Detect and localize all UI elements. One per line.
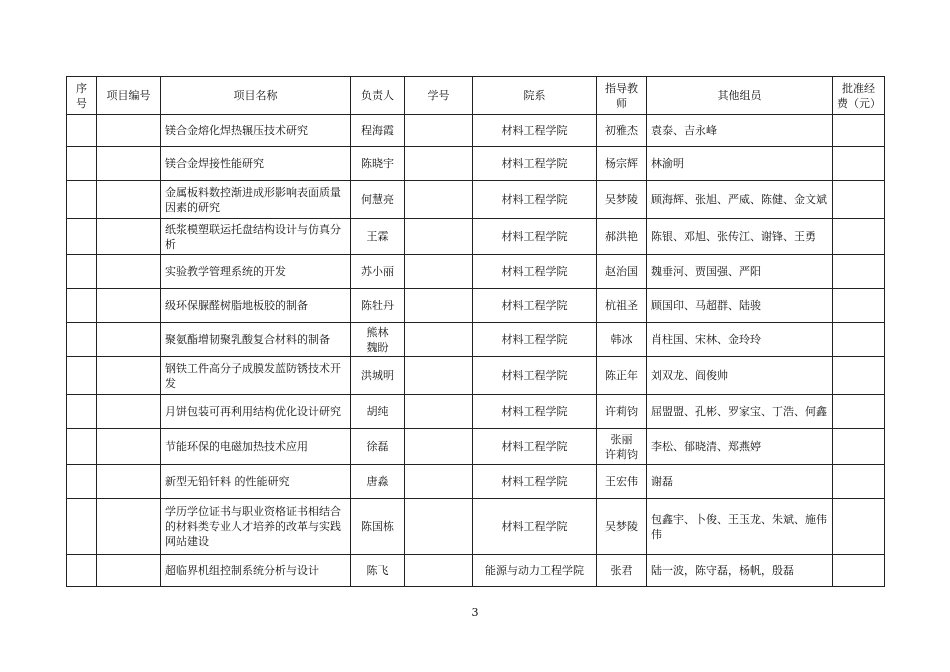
advisor-cell: 赵治国 bbox=[597, 255, 647, 289]
leader-cell: 苏小丽 bbox=[351, 255, 405, 289]
members-cell: 屈盟盟、孔彬、罗家宝、丁浩、何鑫 bbox=[647, 395, 833, 429]
advisor-cell: 王宏伟 bbox=[597, 465, 647, 499]
members-cell: 谢磊 bbox=[647, 465, 833, 499]
department-cell: 材料工程学院 bbox=[473, 219, 597, 255]
project-id-cell bbox=[97, 323, 161, 357]
project-name-cell: 聚氨酯增韧聚乳酸复合材料的制备 bbox=[161, 323, 351, 357]
funding-cell bbox=[833, 115, 885, 147]
seq-cell bbox=[67, 219, 97, 255]
table-row bbox=[67, 323, 885, 357]
project-name-cell: 节能环保的电磁加热技术应用 bbox=[161, 429, 351, 465]
advisor-cell: 吴梦陵 bbox=[597, 499, 647, 555]
department-cell: 材料工程学院 bbox=[473, 115, 597, 147]
leader-cell: 胡纯 bbox=[351, 395, 405, 429]
header-project-name: 项目名称 bbox=[161, 77, 351, 115]
project-id-cell bbox=[97, 357, 161, 395]
leader-cell: 唐淼 bbox=[351, 465, 405, 499]
project-name-cell: 新型无铅钎料 的性能研究 bbox=[161, 465, 351, 499]
student-id-cell bbox=[405, 147, 473, 181]
members-cell: 刘双龙、阎俊帅 bbox=[647, 357, 833, 395]
department-cell: 能源与动力工程学院 bbox=[473, 555, 597, 587]
seq-cell bbox=[67, 115, 97, 147]
student-id-cell bbox=[405, 429, 473, 465]
project-id-cell bbox=[97, 465, 161, 499]
project-id-cell bbox=[97, 115, 161, 147]
funding-cell bbox=[833, 181, 885, 219]
funding-cell bbox=[833, 323, 885, 357]
advisor-cell: 韩冰 bbox=[597, 323, 647, 357]
table-row bbox=[67, 429, 885, 465]
student-id-cell bbox=[405, 555, 473, 587]
project-name-cell: 学历学位证书与职业资格证书相结合的材料类专业人才培养的改革与实践网站建设 bbox=[161, 499, 351, 555]
table-row bbox=[67, 555, 885, 587]
project-id-cell bbox=[97, 429, 161, 465]
members-cell: 魏垂河、贾国强、严阳 bbox=[647, 255, 833, 289]
seq-cell bbox=[67, 555, 97, 587]
seq-cell bbox=[67, 323, 97, 357]
members-cell: 袁泰、吉永峰 bbox=[647, 115, 833, 147]
leader-cell: 陈牡丹 bbox=[351, 289, 405, 323]
table-row bbox=[67, 115, 885, 147]
funding-cell bbox=[833, 219, 885, 255]
members-cell: 陈银、邓旭、张传江、谢锋、王勇 bbox=[647, 219, 833, 255]
student-id-cell bbox=[405, 323, 473, 357]
department-cell: 材料工程学院 bbox=[473, 181, 597, 219]
department-cell: 材料工程学院 bbox=[473, 357, 597, 395]
project-id-cell bbox=[97, 181, 161, 219]
project-name-cell: 钢铁工件高分子成膜发蓝防锈技术开发 bbox=[161, 357, 351, 395]
student-id-cell bbox=[405, 499, 473, 555]
project-name-cell: 超临界机组控制系统分析与设计 bbox=[161, 555, 351, 587]
page-number: 3 bbox=[471, 606, 479, 619]
header-row bbox=[67, 77, 885, 115]
department-cell: 材料工程学院 bbox=[473, 465, 597, 499]
department-cell: 材料工程学院 bbox=[473, 429, 597, 465]
advisor-cell: 张君 bbox=[597, 555, 647, 587]
funding-cell bbox=[833, 499, 885, 555]
funding-cell bbox=[833, 357, 885, 395]
header-funding: 批准经费（元） bbox=[833, 77, 885, 115]
department-cell: 材料工程学院 bbox=[473, 147, 597, 181]
department-cell: 材料工程学院 bbox=[473, 289, 597, 323]
seq-cell bbox=[67, 429, 97, 465]
project-name-cell: 金属板料数控渐进成形影响表面质量因素的研究 bbox=[161, 181, 351, 219]
header-student-id: 学号 bbox=[405, 77, 473, 115]
seq-cell bbox=[67, 289, 97, 323]
advisor-cell: 许莉钧 bbox=[597, 395, 647, 429]
advisor-cell: 杨宗辉 bbox=[597, 147, 647, 181]
project-name-cell: 级环保脲醛树脂地板胶的制备 bbox=[161, 289, 351, 323]
table-row bbox=[67, 219, 885, 255]
seq-cell bbox=[67, 181, 97, 219]
members-cell: 肖柱国、宋林、金玲玲 bbox=[647, 323, 833, 357]
table-row bbox=[67, 395, 885, 429]
department-cell: 材料工程学院 bbox=[473, 323, 597, 357]
header-department: 院系 bbox=[473, 77, 597, 115]
members-cell: 包鑫宇、卜俊、王玉龙、朱斌、施伟伟 bbox=[647, 499, 833, 555]
leader-cell: 何慧亮 bbox=[351, 181, 405, 219]
project-id-cell bbox=[97, 255, 161, 289]
project-id-cell bbox=[97, 289, 161, 323]
header-members: 其他组员 bbox=[647, 77, 833, 115]
department-cell: 材料工程学院 bbox=[473, 499, 597, 555]
funding-cell bbox=[833, 465, 885, 499]
department-cell: 材料工程学院 bbox=[473, 255, 597, 289]
project-id-cell bbox=[97, 147, 161, 181]
members-cell: 顾国印、马超群、陆骏 bbox=[647, 289, 833, 323]
table-row bbox=[67, 255, 885, 289]
advisor-cell: 郝洪艳 bbox=[597, 219, 647, 255]
advisor-cell: 张丽 许莉钧 bbox=[597, 429, 647, 465]
leader-cell: 王霖 bbox=[351, 219, 405, 255]
members-cell: 李松、郁晓清、郑燕婷 bbox=[647, 429, 833, 465]
seq-cell bbox=[67, 147, 97, 181]
funding-cell bbox=[833, 555, 885, 587]
advisor-cell: 吴梦陵 bbox=[597, 181, 647, 219]
project-name-cell: 镁合金熔化焊热辗压技术研究 bbox=[161, 115, 351, 147]
student-id-cell bbox=[405, 219, 473, 255]
advisor-cell: 初雅杰 bbox=[597, 115, 647, 147]
members-cell: 陆一波，陈守磊，杨帆，殷磊 bbox=[647, 555, 833, 587]
leader-cell: 陈国栋 bbox=[351, 499, 405, 555]
student-id-cell bbox=[405, 181, 473, 219]
table-row bbox=[67, 289, 885, 323]
header-project-id: 项目编号 bbox=[97, 77, 161, 115]
header-seq: 序号 bbox=[67, 77, 97, 115]
student-id-cell bbox=[405, 255, 473, 289]
project-name-cell: 月饼包装可再利用结构优化设计研究 bbox=[161, 395, 351, 429]
table-row bbox=[67, 147, 885, 181]
table-row bbox=[67, 181, 885, 219]
leader-cell: 熊林 魏盼 bbox=[351, 323, 405, 357]
funding-cell bbox=[833, 255, 885, 289]
table-row bbox=[67, 357, 885, 395]
advisor-cell: 杭祖圣 bbox=[597, 289, 647, 323]
funding-cell bbox=[833, 147, 885, 181]
project-id-cell bbox=[97, 395, 161, 429]
student-id-cell bbox=[405, 395, 473, 429]
project-name-cell: 镁合金焊接性能研究 bbox=[161, 147, 351, 181]
members-cell: 林渝明 bbox=[647, 147, 833, 181]
leader-cell: 徐磊 bbox=[351, 429, 405, 465]
student-id-cell bbox=[405, 115, 473, 147]
project-id-cell bbox=[97, 219, 161, 255]
seq-cell bbox=[67, 357, 97, 395]
table-row bbox=[67, 499, 885, 555]
leader-cell: 洪城明 bbox=[351, 357, 405, 395]
project-id-cell bbox=[97, 499, 161, 555]
seq-cell bbox=[67, 395, 97, 429]
header-advisor: 指导教师 bbox=[597, 77, 647, 115]
project-id-cell bbox=[97, 555, 161, 587]
department-cell: 材料工程学院 bbox=[473, 395, 597, 429]
seq-cell bbox=[67, 465, 97, 499]
leader-cell: 程海霞 bbox=[351, 115, 405, 147]
table-row bbox=[67, 465, 885, 499]
seq-cell bbox=[67, 255, 97, 289]
project-table bbox=[66, 76, 885, 587]
project-name-cell: 实验教学管理系统的开发 bbox=[161, 255, 351, 289]
leader-cell: 陈晓宇 bbox=[351, 147, 405, 181]
project-name-cell: 纸浆模塑联运托盘结构设计与仿真分析 bbox=[161, 219, 351, 255]
advisor-cell: 陈正年 bbox=[597, 357, 647, 395]
student-id-cell bbox=[405, 357, 473, 395]
student-id-cell bbox=[405, 465, 473, 499]
header-leader: 负责人 bbox=[351, 77, 405, 115]
funding-cell bbox=[833, 395, 885, 429]
funding-cell bbox=[833, 429, 885, 465]
members-cell: 顾海辉、张旭、严威、陈健、金文斌 bbox=[647, 181, 833, 219]
seq-cell bbox=[67, 499, 97, 555]
funding-cell bbox=[833, 289, 885, 323]
leader-cell: 陈飞 bbox=[351, 555, 405, 587]
student-id-cell bbox=[405, 289, 473, 323]
